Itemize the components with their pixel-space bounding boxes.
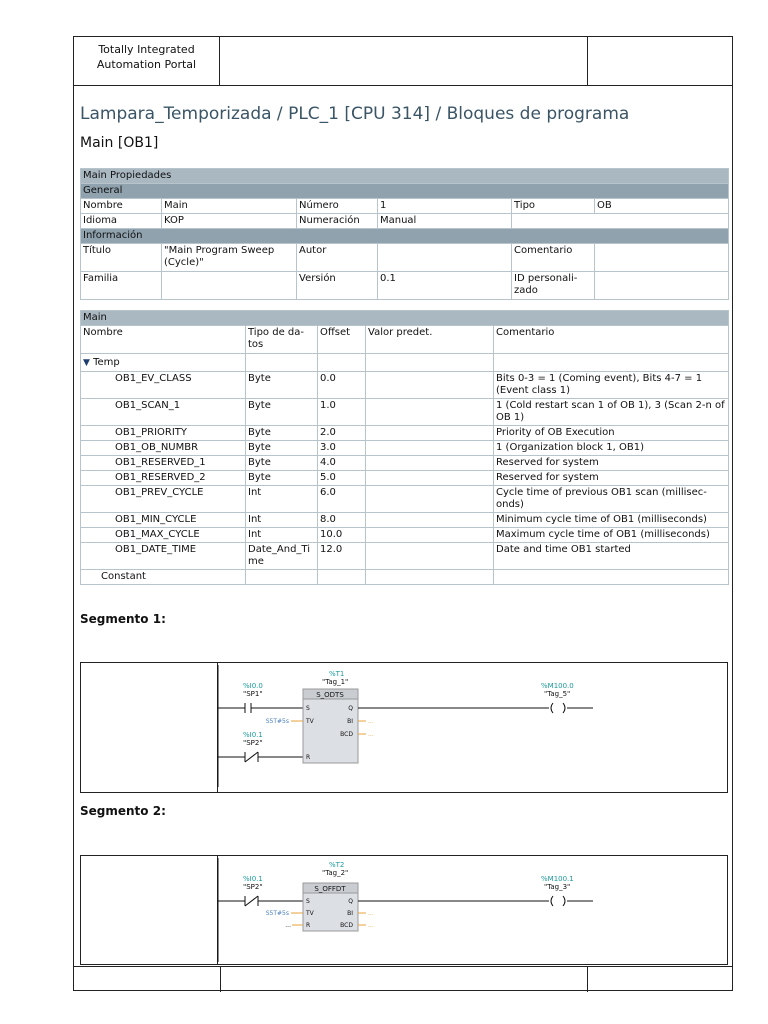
var-offset: 6.0 bbox=[318, 486, 366, 513]
empty-cell bbox=[246, 570, 318, 585]
timer-address: %T1 bbox=[329, 670, 345, 678]
coil-icon[interactable] bbox=[551, 896, 553, 906]
coil-right bbox=[563, 896, 565, 906]
pin-ellipsis: ... bbox=[368, 718, 374, 725]
table-row bbox=[81, 543, 729, 570]
triangle-down-icon[interactable]: ▼ bbox=[83, 358, 90, 368]
var-type: Int bbox=[246, 486, 318, 513]
timer-type: S_ODTS bbox=[316, 691, 344, 699]
r-value: ... bbox=[285, 922, 291, 929]
id-value bbox=[595, 272, 729, 300]
out-tag: "Tag_5" bbox=[544, 690, 571, 698]
var-comment: 1 (Organization block 1, OB1) bbox=[494, 441, 729, 456]
in1-tag: "SP2" bbox=[243, 883, 263, 891]
table-row bbox=[81, 570, 729, 585]
comentario-label: Comentario bbox=[512, 244, 595, 272]
footer-divider-2 bbox=[587, 967, 588, 992]
var-offset: 1.0 bbox=[318, 399, 366, 426]
pin-q: Q bbox=[348, 898, 353, 905]
numeracion-value: Manual bbox=[378, 214, 512, 229]
var-offset: 10.0 bbox=[318, 528, 366, 543]
var-default bbox=[366, 426, 494, 441]
var-comment: Date and time OB1 started bbox=[494, 543, 729, 570]
table-row bbox=[81, 513, 729, 528]
interface-section-title: Main bbox=[81, 311, 729, 326]
in2-tag: "SP2" bbox=[243, 739, 263, 747]
timer-type: S_OFFDT bbox=[314, 885, 346, 893]
coil-icon[interactable] bbox=[551, 703, 553, 713]
empty-cell bbox=[318, 570, 366, 585]
segment-2-label: Segmento 2: bbox=[80, 804, 166, 818]
col-header-comentario: Comentario bbox=[494, 326, 729, 354]
constant-label: Constant bbox=[81, 570, 246, 585]
table-row bbox=[81, 528, 729, 543]
var-name: OB1_PREV_CYCLE bbox=[81, 486, 246, 513]
var-default bbox=[366, 456, 494, 471]
empty-cell bbox=[246, 354, 318, 372]
version-label: Versión bbox=[297, 272, 378, 300]
var-default bbox=[366, 471, 494, 486]
titulo-value: "Main Program Sweep (Cycle)" bbox=[162, 244, 297, 272]
id-label: ID personali-zado bbox=[512, 272, 595, 300]
var-default bbox=[366, 486, 494, 513]
var-comment: 1 (Cold restart scan 1 of OB 1), 3 (Scan 2-n of OB 1) bbox=[494, 399, 729, 426]
out-address: %M100.1 bbox=[541, 875, 574, 883]
var-type: Date_And_Ti me bbox=[246, 543, 318, 570]
pin-s: S bbox=[306, 898, 310, 905]
var-type: Byte bbox=[246, 372, 318, 399]
segment-2-ladder bbox=[80, 855, 728, 965]
var-type: Byte bbox=[246, 426, 318, 441]
pin-ellipsis: ... bbox=[368, 731, 374, 738]
info-header: Información bbox=[81, 229, 729, 244]
tipo-value: OB bbox=[595, 199, 729, 214]
var-comment: Reserved for system bbox=[494, 471, 729, 486]
var-name: OB1_SCAN_1 bbox=[81, 399, 246, 426]
in1-tag: "SP1" bbox=[243, 690, 263, 698]
table-row bbox=[81, 471, 729, 486]
idioma-label: Idioma bbox=[81, 214, 162, 229]
autor-label: Autor bbox=[297, 244, 378, 272]
var-comment: Cycle time of previous OB1 scan (millisec-onds) bbox=[494, 486, 729, 513]
table-row bbox=[81, 441, 729, 456]
var-name: OB1_PRIORITY bbox=[81, 426, 246, 441]
var-default bbox=[366, 543, 494, 570]
var-offset: 8.0 bbox=[318, 513, 366, 528]
table-row bbox=[81, 456, 729, 471]
timer-tag: "Tag_2" bbox=[322, 869, 349, 877]
pin-ellipsis: ... bbox=[368, 910, 374, 917]
segment-2-diagram bbox=[81, 856, 727, 964]
pin-q: Q bbox=[348, 705, 353, 712]
table-row bbox=[81, 399, 729, 426]
var-type: Int bbox=[246, 528, 318, 543]
out-address: %M100.0 bbox=[541, 682, 574, 690]
comentario-value bbox=[595, 244, 729, 272]
numero-value: 1 bbox=[378, 199, 512, 214]
var-offset: 12.0 bbox=[318, 543, 366, 570]
var-comment: Minimum cycle time of OB1 (milliseconds) bbox=[494, 513, 729, 528]
pin-bcd: BCD bbox=[340, 922, 353, 929]
table-row bbox=[81, 372, 729, 399]
empty-cell bbox=[318, 354, 366, 372]
var-name: OB1_RESERVED_1 bbox=[81, 456, 246, 471]
var-default bbox=[366, 399, 494, 426]
empty-cell bbox=[366, 570, 494, 585]
var-comment: Maximum cycle time of OB1 (milliseconds) bbox=[494, 528, 729, 543]
var-name: OB1_DATE_TIME bbox=[81, 543, 246, 570]
interface-table bbox=[80, 310, 729, 585]
idioma-value: KOP bbox=[162, 214, 297, 229]
coil-right bbox=[563, 703, 565, 713]
out-tag: "Tag_3" bbox=[544, 883, 571, 891]
timer-box[interactable] bbox=[303, 689, 358, 763]
var-comment: Bits 0-3 = 1 (Coming event), Bits 4-7 = 1 (Event class 1) bbox=[494, 372, 729, 399]
properties-section-title: Main Propiedades bbox=[81, 169, 729, 184]
contact-slash bbox=[245, 752, 258, 762]
var-name: OB1_EV_CLASS bbox=[81, 372, 246, 399]
autor-value bbox=[378, 244, 512, 272]
footer-divider-1 bbox=[220, 967, 221, 992]
general-header: General bbox=[81, 184, 729, 199]
nombre-value: Main bbox=[162, 199, 297, 214]
var-default bbox=[366, 513, 494, 528]
pin-r: R bbox=[306, 922, 311, 929]
var-comment: Reserved for system bbox=[494, 456, 729, 471]
var-offset: 0.0 bbox=[318, 372, 366, 399]
familia-value bbox=[162, 272, 297, 300]
tipo-label: Tipo bbox=[512, 199, 595, 214]
var-name: OB1_RESERVED_2 bbox=[81, 471, 246, 486]
in1-address: %I0.0 bbox=[243, 682, 263, 690]
empty-cell bbox=[494, 354, 729, 372]
var-type: Byte bbox=[246, 456, 318, 471]
temp-label: Temp bbox=[93, 357, 120, 368]
var-type: Int bbox=[246, 513, 318, 528]
pin-tv: TV bbox=[306, 910, 314, 917]
tv-value: S5T#5s bbox=[265, 718, 289, 725]
var-type: Byte bbox=[246, 471, 318, 486]
var-type: Byte bbox=[246, 399, 318, 426]
var-offset: 4.0 bbox=[318, 456, 366, 471]
segment-1-ladder bbox=[80, 662, 728, 793]
col-header-offset: Offset bbox=[318, 326, 366, 354]
col-header-nombre: Nombre bbox=[81, 326, 246, 354]
pin-bi: BI bbox=[347, 718, 353, 725]
numero-label: Número bbox=[297, 199, 378, 214]
page-footer bbox=[74, 966, 732, 992]
pin-r: R bbox=[306, 754, 311, 761]
in1-address: %I0.1 bbox=[243, 875, 263, 883]
familia-label: Familia bbox=[81, 272, 162, 300]
timer-tag: "Tag_1" bbox=[322, 678, 349, 686]
segment-1-label: Segmento 1: bbox=[80, 612, 166, 626]
contact-slash bbox=[245, 896, 258, 906]
nombre-label: Nombre bbox=[81, 199, 162, 214]
var-name: OB1_MIN_CYCLE bbox=[81, 513, 246, 528]
empty-cell bbox=[366, 354, 494, 372]
numeracion-label: Numeración bbox=[297, 214, 378, 229]
pin-tv: TV bbox=[306, 718, 314, 725]
empty-cell bbox=[494, 570, 729, 585]
col-header-tipo: Tipo de da-tos bbox=[246, 326, 318, 354]
var-default bbox=[366, 372, 494, 399]
page-header bbox=[74, 37, 732, 86]
titulo-label: Título bbox=[81, 244, 162, 272]
var-offset: 2.0 bbox=[318, 426, 366, 441]
block-title: Main [OB1] bbox=[80, 135, 159, 151]
segment-1-diagram bbox=[81, 663, 727, 792]
tv-value: S5T#5s bbox=[265, 910, 289, 917]
var-offset: 5.0 bbox=[318, 471, 366, 486]
in2-address: %I0.1 bbox=[243, 731, 263, 739]
version-value: 0.1 bbox=[378, 272, 512, 300]
pin-ellipsis: ... bbox=[368, 922, 374, 929]
var-name: OB1_OB_NUMBR bbox=[81, 441, 246, 456]
pin-bi: BI bbox=[347, 910, 353, 917]
var-offset: 3.0 bbox=[318, 441, 366, 456]
table-row bbox=[81, 486, 729, 513]
pin-bcd: BCD bbox=[340, 731, 353, 738]
header-divider bbox=[587, 37, 588, 85]
col-header-valor: Valor predet. bbox=[366, 326, 494, 354]
var-name: OB1_MAX_CYCLE bbox=[81, 528, 246, 543]
properties-table bbox=[80, 168, 729, 300]
var-default bbox=[366, 441, 494, 456]
product-name: Totally Integrated Automation Portal bbox=[74, 37, 220, 85]
empty-cell bbox=[512, 214, 729, 229]
var-comment: Priority of OB Execution bbox=[494, 426, 729, 441]
var-default bbox=[366, 528, 494, 543]
var-type: Byte bbox=[246, 441, 318, 456]
timer-address: %T2 bbox=[329, 861, 345, 869]
table-row bbox=[81, 426, 729, 441]
page-title: Lampara_Temporizada / PLC_1 [CPU 314] / Bloques de programa bbox=[80, 104, 630, 124]
pin-s: S bbox=[306, 705, 310, 712]
temp-row[interactable] bbox=[81, 354, 246, 372]
